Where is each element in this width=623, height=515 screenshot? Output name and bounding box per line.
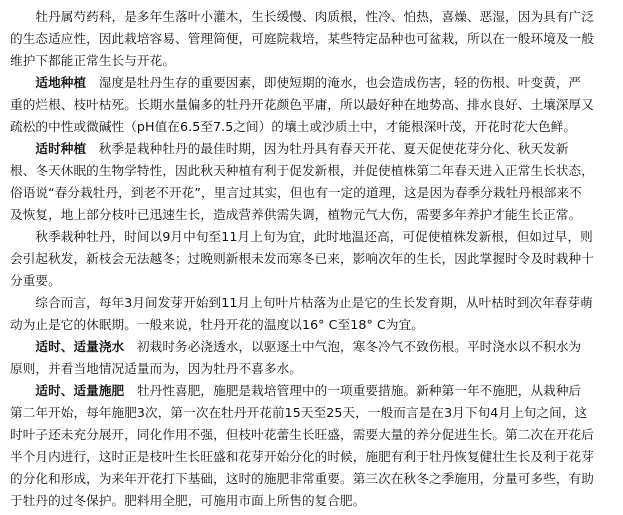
paragraph-line: 的生态适应性，因此栽培容易、管理简便，可庭院栽培，某些特定品种也可盆栽，所以在一般环境及一般 [10, 31, 594, 46]
paragraph-line: 分重要。 [10, 273, 61, 288]
paragraph-line: 牡丹属芍药科，是多年生落叶小灌木，生长缓慢、肉质根，性冷、怕热，喜燥、恶湿，因为具有广泛 [10, 9, 594, 24]
paragraph-line: 动为止是它的休眠期。一般来说，牡丹开花的温度以16° C至18° C为宜。 [10, 317, 424, 332]
paragraph-line: 维护下都能正常生长与开花。 [10, 53, 176, 68]
paragraph-line: 第二年开始，每年施肥3次，第一次在牡丹开花前15天至25天，一般而言是在3月下旬4月上旬之间，这 [10, 405, 588, 420]
section-heading: 适时、适量施肥 [10, 383, 125, 398]
paragraph-line [10, 338, 616, 356]
paragraph-text: 秋季是栽种牡丹的最佳时期，因为牡丹具有春天开花、夏天促使花芽分化、秋天发新 [86, 141, 569, 156]
paragraph-text: 初栽时务必浇透水，以驱逐土中气泡，寒冬冷气不致伤根。平时浇水以不积水为 [124, 339, 582, 354]
paragraph-line: 及恢复，地上部分枝叶已迅速生长，造成营养供需失调，植物元气大伤，需要多年养护才能生长正常。 [10, 207, 582, 222]
paragraph-line [10, 382, 616, 400]
paragraph-line: 于牡丹的过冬保护。肥料用全肥，可施用市面上所售的复合肥。 [10, 493, 366, 508]
section-heading: 适地种植 [10, 75, 87, 90]
section-heading: 适时、适量浇水 [10, 339, 125, 354]
paragraph-line: 俗语说“春分栽牡丹，到老不开花”，里言过其实，但也有一定的道理，这是因为春季分栽牡丹根部来不 [10, 185, 582, 200]
paragraph-line: 会引起秋发，新枝会无法越冬；过晚则新根未发而寒冬已来，影响次年的生长，因此掌握时令及时栽种十 [10, 251, 594, 266]
paragraph-line: 重的烂根、枝叶枯死。长期水量偏多的牡丹开花颜色平庸，所以最好种在地势高、排水良好、土壤深厚又 [10, 97, 594, 112]
paragraph-line: 时叶子还未充分展开，同化作用不强，但枝叶花蕾生长旺盛，需要大量的养分促进生长。第二次在开花后 [10, 427, 594, 442]
paragraph-line: 疏松的中性或微碱性（pH值在6.5至7.5之间）的壤土或沙质土中，才能根深叶茂，开花时花大色鲜。 [10, 119, 577, 134]
paragraph-line: 根、冬天休眠的生物学特性，因此秋天种植有利于促发新根，并促使植株第二年春天进入正常生长状态， [10, 163, 594, 178]
paragraph-line: 原则，并看当地情况适量而为，因为牡丹不喜多水。 [10, 361, 302, 376]
paragraph-line: 综合而言，每年3月间发芽开始到11月上旬叶片枯落为止是它的生长发育期，从叶枯时到次年春芽萌 [10, 295, 593, 310]
paragraph-line [10, 74, 616, 92]
paragraph-line [10, 140, 616, 158]
paragraph-line: 秋季栽种牡丹，时间以9月中旬至11月上旬为宜，此时地温还高，可促使植株发新根，但如过早，则 [10, 229, 593, 244]
paragraph-line: 的分化和形成，为来年开花打下基础，这时的施肥非常重要。第三次在秋冬之季施用，分量可多些，有助 [10, 471, 594, 486]
paragraph-text: 湿度是牡丹生存的重要因素，即使短期的淹水，也会造成伤害，轻的伤根、叶变黄，严 [86, 75, 582, 90]
paragraph-line: 半个月内进行，这时正是枝叶生长旺盛和花芽开始分化的时候，施肥有利于牡丹恢复健壮生长及利于花芽 [10, 449, 594, 464]
paragraph-text: 牡丹性喜肥，施肥是栽培管理中的一项重要措施。新种第一年不施肥，从栽种后 [124, 383, 582, 398]
section-heading: 适时种植 [10, 141, 87, 156]
